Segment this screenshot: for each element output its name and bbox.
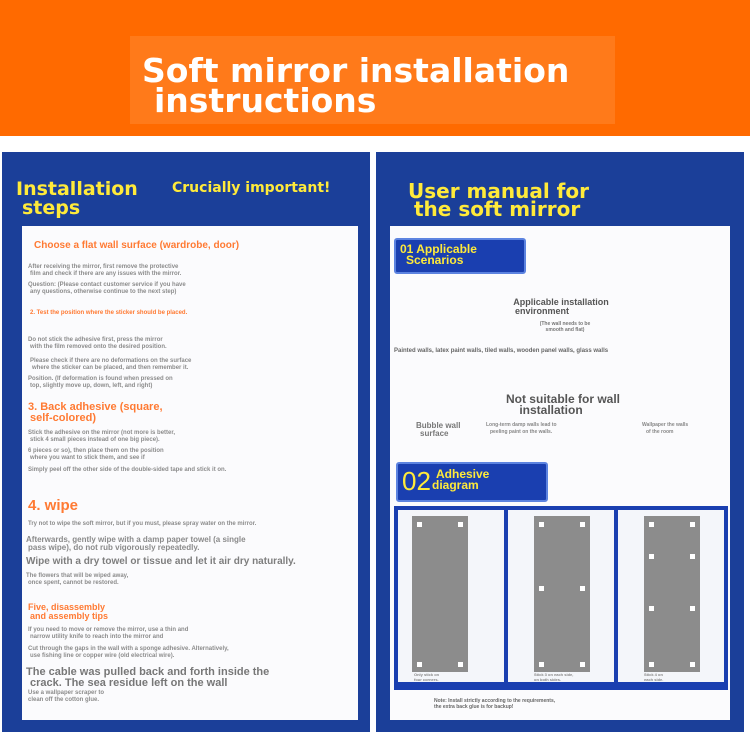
not-suitable-heading-line1: Not suitable for wall: [505, 392, 620, 406]
adhesive-dot: [690, 554, 695, 559]
applicable-note-line1: (The wall needs to be: [539, 321, 591, 327]
diagram-caption-3-line1: Stick 4 on: [644, 672, 663, 677]
mirror-strip: [412, 516, 468, 672]
section02-title-line2: diagram: [432, 478, 479, 492]
install-note-line2: the extra back glue is for backup!: [434, 704, 514, 710]
step5-heading-1: Five, disassembly: [28, 602, 106, 612]
diagram-four-corners: [398, 510, 504, 682]
step1-heading: Choose a flat wall surface (wardrobe, door): [34, 240, 240, 251]
adhesive-dot: [539, 586, 544, 591]
not-suitable-heading-line2: installation: [519, 403, 583, 417]
step5-heading-2: and assembly tips: [30, 611, 109, 621]
diagram-caption-1-line1: Only stick on: [414, 672, 440, 677]
step5-text-4b: clean off the cotton glue.: [28, 697, 100, 703]
installation-steps-title-line2: steps: [22, 197, 81, 219]
adhesive-dot: [690, 606, 695, 611]
adhesive-dot: [417, 522, 422, 527]
step5-text-1b: narrow utility knife to reach into the mirror and: [30, 634, 164, 640]
not-suitable-heading: [488, 394, 638, 416]
mirror-strip: [644, 516, 700, 672]
diagram-caption-2: [534, 672, 573, 682]
wallpaper-wall-label: [642, 422, 688, 436]
diagram-three-each-side: [508, 510, 614, 682]
adhesive-dot: [580, 586, 585, 591]
install-note: [434, 698, 555, 710]
applicable-heading-line2: environment: [514, 306, 569, 316]
adhesive-dot: [649, 554, 654, 559]
step3-heading-2: self-colored): [30, 412, 97, 424]
step3-text-2a: 6 pieces or so), then place them on the position: [28, 448, 164, 454]
step3-text-3: Simply peel off the other side of the double-sided tape and stick it on.: [28, 467, 227, 473]
user-manual-title: [408, 179, 589, 221]
adhesive-dot: [417, 662, 422, 667]
step2-text-2b: where the sticker can be placed, and then remember it.: [32, 365, 189, 371]
adhesive-dot: [649, 606, 654, 611]
diagram-caption-1: [414, 672, 439, 682]
applicable-heading: [486, 298, 636, 316]
step5-text-1a: If you need to move or remove the mirror, use a thin and: [28, 627, 189, 633]
mirror-strip: [534, 516, 590, 672]
applicable-walls-list: Painted walls, latex paint walls, tiled walls, wooden panel walls, glass walls: [394, 348, 609, 354]
installation-steps-panel: [2, 152, 370, 732]
step2-text-3a: Position. (If deformation is found when pressed on: [28, 376, 173, 382]
step4-heading: 4. wipe: [28, 497, 79, 514]
step4-text-2b: pass wipe), do not rub vigorously repeatedly.: [28, 543, 200, 552]
bubble-wall-label: [416, 422, 460, 438]
step3-heading-1: 3. Back adhesive (square,: [28, 401, 163, 413]
step3-text-2b: where you want to stick them, and see if: [30, 455, 145, 461]
page-title-line1: Soft mirror installation: [142, 51, 570, 90]
applicable-heading-line1: Applicable installation: [513, 297, 609, 307]
adhesive-dot: [580, 522, 585, 527]
diagram-four-each-side: [618, 510, 724, 682]
step2-text-3b: top, slightly move up, down, left, and right): [30, 383, 153, 389]
section02-number: 02: [402, 466, 431, 496]
adhesive-dot: [690, 522, 695, 527]
applicable-note-line2: smooth and flat): [545, 327, 585, 333]
step2-text-1a: Do not stick the adhesive first, press the mirror: [28, 337, 163, 343]
bubble-wall-line1: Bubble wall: [416, 421, 461, 430]
step4-text-1: Try not to wipe the soft mirror, but if you must, please spray water on the mirror.: [28, 521, 257, 527]
step2-heading: 2. Test the position where the sticker should be placed.: [30, 310, 188, 316]
step2-text-2a: Please check if there are no deformations on the surface: [30, 358, 192, 364]
install-note-line1: Note: Install strictly according to the requirements,: [434, 698, 556, 704]
diagram-caption-3-line2: each side.: [644, 677, 664, 682]
step5-text-2b: use fishing line or copper wire (old electrical wire).: [30, 653, 175, 659]
step5-text-2a: Cut through the gaps in the wall with a sponge adhesive. Alternatively,: [28, 646, 229, 652]
step4-text-4b: once spent, cannot be restored.: [28, 580, 119, 586]
adhesive-dot: [580, 662, 585, 667]
diagram-caption-3: [644, 672, 663, 682]
installation-steps-card: [22, 226, 358, 720]
damp-wall-label: [486, 422, 557, 436]
step5-text-3a: The cable was pulled back and forth inside the: [26, 666, 270, 678]
installation-steps-title: [16, 180, 138, 218]
adhesive-dot: [649, 522, 654, 527]
step1-text-2a: Question: (Please contact customer service if you have: [28, 282, 186, 288]
adhesive-dot: [690, 662, 695, 667]
wallpaper-wall-line2: of the room: [646, 429, 674, 435]
user-manual-panel: [376, 152, 744, 732]
step4-text-2a: Afterwards, gently wipe with a damp paper towel (a single: [26, 535, 246, 544]
step5-text-4a: Use a wallpaper scraper to: [28, 690, 105, 696]
user-manual-title-line2: the soft mirror: [414, 197, 581, 221]
step1-text-1b: film and check if there are any issues with the mirror.: [30, 271, 182, 277]
section02-title-line1: Adhesive: [436, 467, 490, 481]
damp-wall-line2: peeling paint on the walls.: [490, 429, 553, 435]
user-manual-title-line1: User manual for: [408, 179, 589, 203]
applicable-note: [500, 321, 630, 333]
adhesive-dot: [458, 522, 463, 527]
adhesive-dot: [649, 662, 654, 667]
bubble-wall-line2: surface: [420, 429, 449, 438]
step3-text-1b: stick 4 small pieces instead of one big piece).: [30, 437, 160, 443]
step2-text-1b: with the film removed onto the desired position.: [30, 344, 167, 350]
section01-badge: [394, 238, 526, 274]
section01-title-line1: 01 Applicable: [400, 242, 477, 256]
diagram-caption-2-line2: on both sides.: [534, 677, 562, 682]
adhesive-dot: [539, 522, 544, 527]
step4-text-4a: The flowers that will be wiped away,: [26, 573, 129, 579]
diagram-caption-2-line1: Stick 3 on each side,: [534, 672, 574, 677]
installation-steps-title-line1: Installation: [16, 178, 138, 200]
page-title: [142, 51, 570, 120]
section01-title-line2: Scenarios: [406, 253, 464, 267]
step3-text-1a: Stick the adhesive on the mirror (not more is better,: [28, 430, 176, 436]
section02-badge: [396, 462, 548, 502]
step4-text-3: Wipe with a dry towel or tissue and let it air dry naturally.: [26, 556, 296, 567]
adhesive-dot: [458, 662, 463, 667]
diagram-caption-1-line2: four corners.: [414, 677, 439, 682]
step1-text-2b: any questions, otherwise continue to the next step): [30, 289, 177, 295]
adhesive-dot: [539, 662, 544, 667]
step1-text-1a: After receiving the mirror, first remove the protective: [28, 264, 179, 270]
damp-wall-line1: Long-term damp walls lead to: [486, 422, 557, 428]
page-title-line2: instructions: [154, 81, 377, 120]
adhesive-diagram: [394, 506, 728, 690]
crucially-important-label: Crucially important!: [172, 180, 331, 196]
step5-text-3b: crack. The sea residue left on the wall: [30, 677, 228, 689]
wallpaper-wall-line1: Wallpaper the walls: [642, 422, 689, 428]
